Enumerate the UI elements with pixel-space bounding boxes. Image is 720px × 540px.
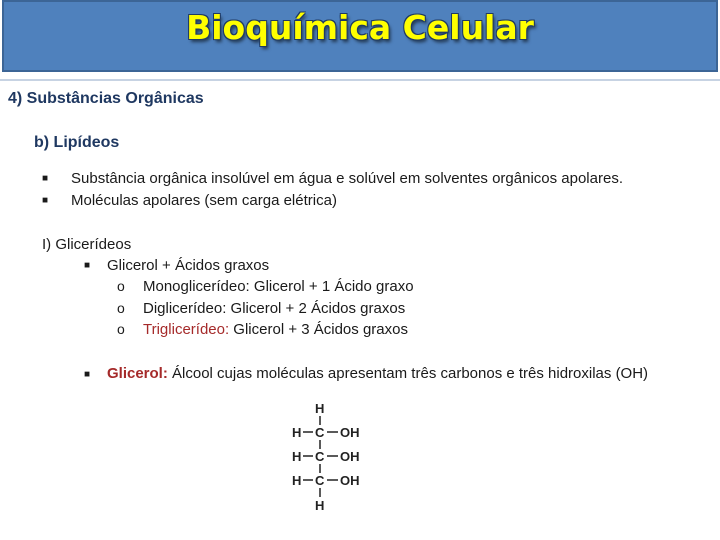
triglicerideo-item [143,321,408,338]
header-divider [0,79,720,81]
triglicerideo-definition: Glicerol + 3 Ácidos graxos [229,321,408,338]
atom-h-left-2: H [292,449,302,464]
circle-bullet-icon: o [117,321,125,337]
atom-c-1: C [315,425,325,440]
subsection-heading: b) Lipídeos [34,134,120,151]
monoglicerideo-item: Monoglicerídeo: Glicerol + 1 Ácido graxo [143,278,414,295]
triglicerideo-term: Triglicerídeo: [143,321,230,338]
atom-h-left-3: H [292,473,302,488]
glicerol-term: Glicerol: [107,365,168,382]
glycerol-formula-diagram [285,398,375,518]
atom-oh-3: OH [340,473,360,488]
slide-title: Bioquímica Celular [186,8,534,47]
circle-bullet-icon: o [117,278,125,294]
glicerol-definition: Álcool cujas moléculas apresentam três carbonos e três hidroxilas (OH) [167,365,649,382]
atom-h-bottom: H [315,498,325,513]
diglicerideo-item: Diglicerídeo: Glicerol + 2 Ácidos graxos [143,300,406,317]
glicerol-definition-item [107,365,648,382]
circle-bullet-icon: o [117,300,125,316]
square-bullet-icon: ■ [84,260,91,271]
atom-oh-2: OH [340,449,360,464]
glicerideos-item: Glicerol + Ácidos graxos [107,257,270,274]
atom-h-top: H [315,401,325,416]
square-bullet-icon: ■ [42,195,49,206]
atom-c-3: C [315,473,325,488]
atom-c-2: C [315,449,325,464]
atom-oh-1: OH [340,425,360,440]
section-heading: 4) Substâncias Orgânicas [8,90,204,107]
bullet-text-2: Moléculas apolares (sem carga elétrica) [71,192,337,209]
square-bullet-icon: ■ [84,369,91,380]
glicerideos-heading: I) Glicerídeos [42,236,132,253]
bullet-text-1: Substância orgânica insolúvel em água e solúvel em solventes orgânicos apolares. [71,170,623,187]
title-bar [2,0,718,72]
atom-h-left-1: H [292,425,302,440]
square-bullet-icon: ■ [42,173,49,184]
